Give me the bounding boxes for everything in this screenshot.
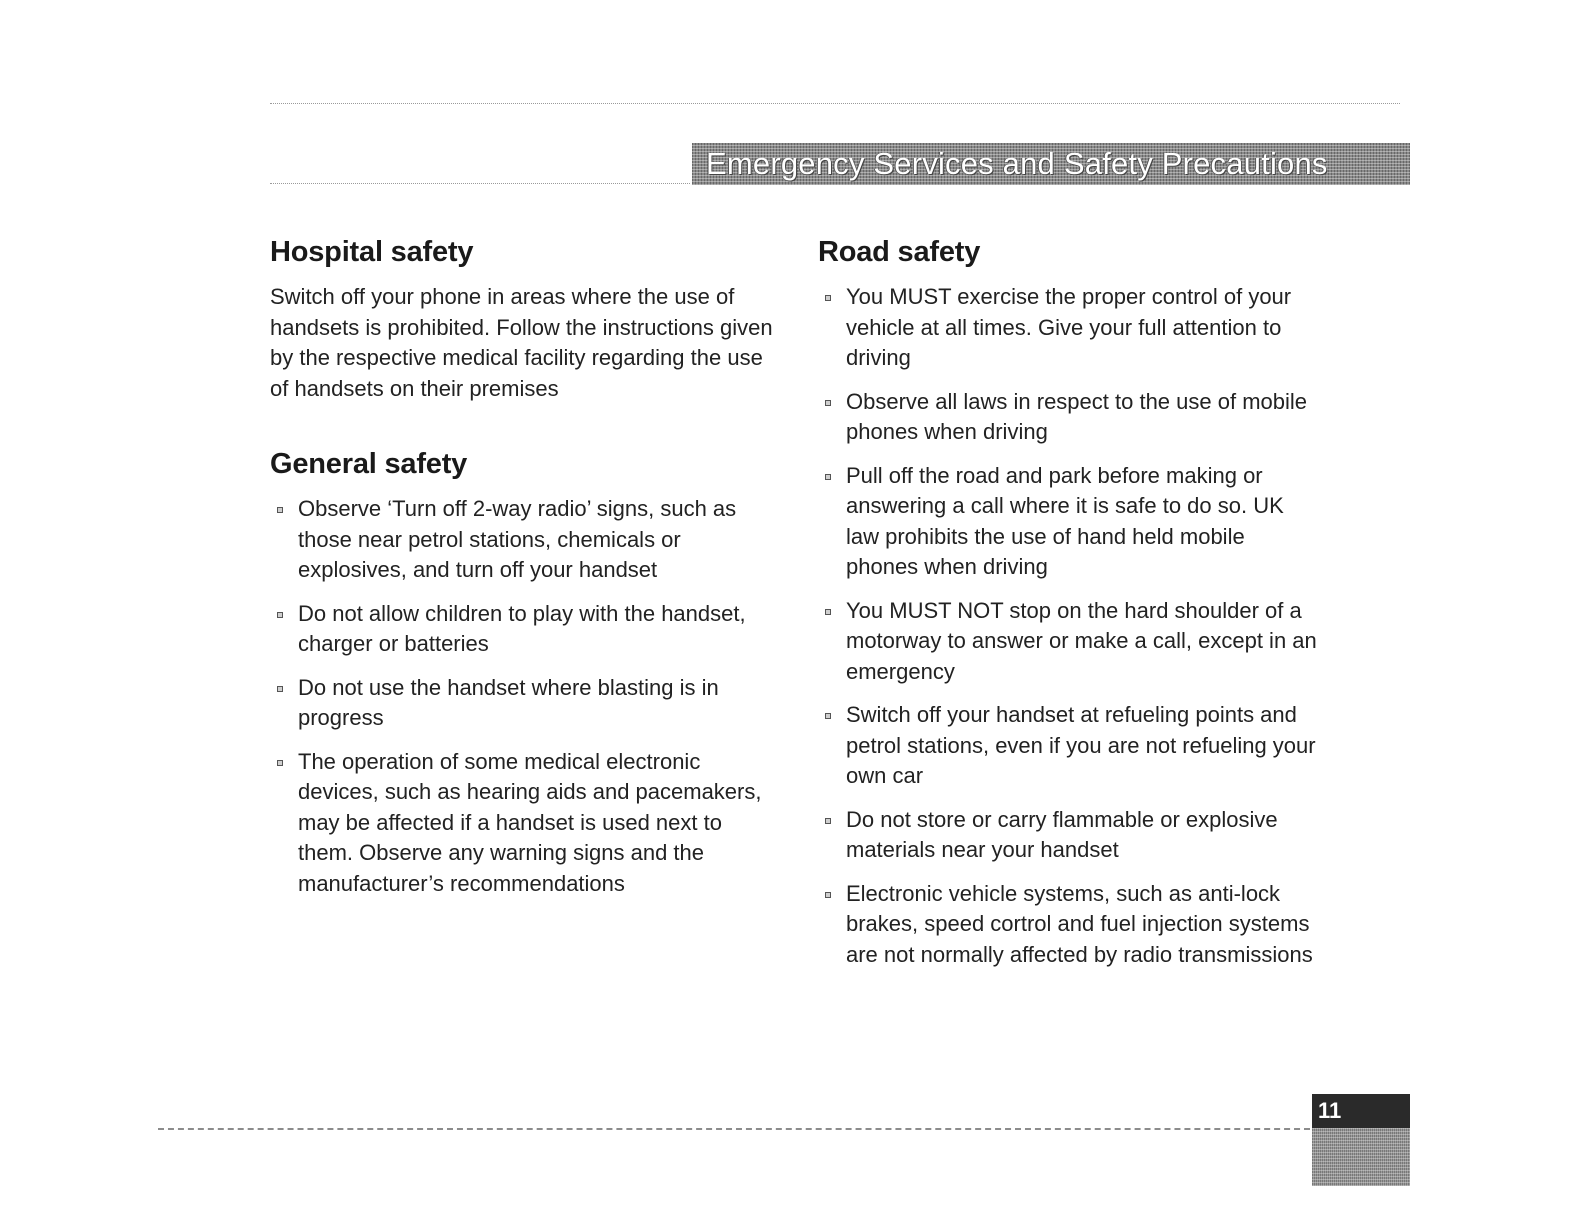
list-item (818, 282, 1318, 374)
road-safety-section (818, 232, 1318, 970)
square-bullet-icon (277, 686, 283, 692)
list-item (818, 461, 1318, 583)
hospital-safety-title: Hospital safety (270, 236, 474, 268)
list-item-text: Do not use the handset where blasting is in progress (298, 674, 719, 730)
square-bullet-icon (277, 612, 283, 618)
general-safety-list (270, 494, 780, 899)
list-item-text: Do not allow children to play with the handset, charger or batteries (298, 600, 746, 656)
square-bullet-icon (277, 760, 283, 766)
list-item-text: You MUST NOT stop on the hard shoulder of a motorway to answer or make a call, except in an emergency (846, 597, 1317, 684)
list-item (270, 747, 780, 900)
square-bullet-icon (825, 609, 831, 615)
road-safety-list (818, 282, 1318, 970)
list-item-text: Electronic vehicle systems, such as anti-lock brakes, speed cortrol and fuel injection systems are not normally affected by radio transmissions (846, 880, 1313, 967)
header-banner-title: Emergency Services and Safety Precautions (706, 146, 1328, 181)
square-bullet-icon (277, 507, 283, 513)
list-item-text: Observe all laws in respect to the use of mobile phones when driving (846, 388, 1308, 444)
general-safety-title: General safety (270, 448, 468, 480)
list-item (818, 700, 1318, 792)
list-item-text: Observe ‘Turn off 2-way radio’ signs, such as those near petrol stations, chemicals or explosives, and turn off your handset (298, 496, 737, 582)
list-item-text: The operation of some medical electronic devices, such as hearing aids and pacemakers, may be affected if a handset is used next to them. Observe any warning signs and the manufacturer’s recommendations (298, 748, 762, 896)
list-item (270, 599, 780, 660)
right-column (818, 232, 1318, 983)
list-item (818, 387, 1318, 448)
square-bullet-icon (825, 818, 831, 824)
list-item (818, 805, 1318, 866)
list-item-text: You MUST exercise the proper control of your vehicle at all times. Give your full attention to driving (846, 284, 1292, 370)
header-banner (692, 143, 1410, 185)
top-scan-line (270, 103, 1400, 104)
square-bullet-icon (825, 713, 831, 719)
footer-dashed-rule (158, 1128, 1310, 1130)
list-item (818, 596, 1318, 688)
list-item (270, 494, 780, 586)
header-left-rule (270, 183, 690, 184)
hospital-safety-text: Switch off your phone in areas where the use of handsets is prohibited. Follow the instructions given by the respective medical facility regarding the use of handsets on their premises (270, 284, 773, 401)
list-item (818, 879, 1318, 971)
list-item-text: Switch off your handset at refueling points and petrol stations, even if you are not refueling your own car (846, 702, 1316, 788)
square-bullet-icon (825, 400, 831, 406)
square-bullet-icon (825, 892, 831, 898)
list-item-text: Do not store or carry flammable or explosive materials near your handset (846, 806, 1278, 862)
square-bullet-icon (825, 295, 831, 301)
list-item (270, 673, 780, 734)
page-number-tab (1312, 1094, 1410, 1186)
square-bullet-icon (825, 474, 831, 480)
hospital-safety-section (270, 232, 780, 404)
left-column (270, 232, 780, 912)
page-number: 11 (1318, 1098, 1342, 1123)
list-item-text: Pull off the road and park before making or answering a call where it is safe to do so. UK law prohibits the use of hand held mobile phones when driving (846, 462, 1284, 579)
road-safety-title: Road safety (818, 236, 981, 268)
general-safety-section (270, 444, 780, 899)
